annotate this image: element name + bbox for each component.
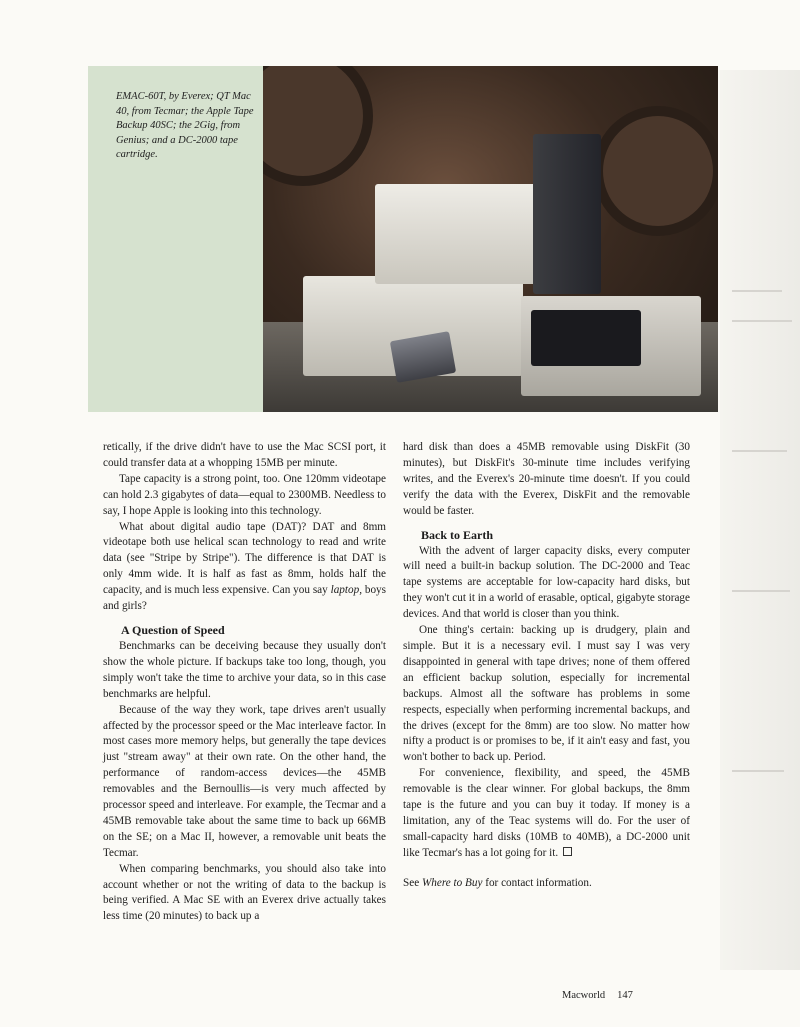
paragraph: hard disk than does a 45MB removable using DiskFit (30 minutes), but DiskFit's 30-minute time includes verifying writes, and the Everex's 20-minute time doesn't. If you could verify the data with the Everex, DiskFit and the removable would be faster. [403,441,690,517]
tape-reel-shape [263,66,373,186]
paragraph: For convenience, flexibility, and speed, the 45MB removable is the clear winner. For global backups, the 8mm tape is the future and you can buy it today. If money is a limitation, any of the Teac systems will do. For the user of small-capacity hard disks (10MB to 40MB), a DC-2000 unit like Tecmar's has a lot going for it. [403,767,690,859]
magazine-name: Macworld [562,990,606,1001]
adjacent-page-bleed [720,70,800,970]
paragraph: Tape capacity is a strong point, too. One 120mm videotape can hold 2.3 gigabytes of data—equal to 2300MB. Needless to say, I hope Apple is looking into this technology. [103,472,386,517]
paragraph: retically, if the drive didn't have to use the Mac SCSI port, it could transfer data at a whopping 15MB per minute. [103,441,386,469]
section-heading: Back to Earth [421,527,493,542]
tape-reel-shape [593,106,718,236]
column-right [403,440,690,892]
paragraph: Benchmarks can be deceiving because they usually don't show the whole picture. If backups take too long, though, you simply won't take the time to archive your data, so in this case benchmarks are helpful. [103,639,386,700]
genius-drive-panel-shape [531,310,641,366]
photo-caption: EMAC-60T, by Everex; QT Mac 40, from Tecmar; the Apple Tape Backup 40SC; the 2Gig, from Genius; and a DC-2000 tape cartridge. [116,91,254,160]
page-footer [562,990,633,1001]
paragraph: See Where to Buy for contact information. [403,876,592,889]
emphasis: laptop, [330,584,362,597]
tecmar-drive-shape [533,134,601,294]
column-left [103,440,386,925]
paragraph: Because of the way they work, tape drives aren't usually affected by the processor speed or the Mac interleave factor. In most cases more memory helps, but generally the tape devices just "stream away" at their own rate. On the other hand, the performance of random-access devices—the 45MB removables and the Bernoullis—is very much affected by processor speed and interleave. For example, the Tecmar and a 45MB removable take about the same time to back up 66MB on the SE; on a Mac II, however, a removable unit beats the Tecmar. [103,703,386,859]
paragraph: What about digital audio tape (DAT)? DAT and 8mm videotape both use helical scan technology to read and write data (see "Stripe by Stripe"). The difference is that DAT is only 4mm wide. It is half as fast as 8mm, holds half the capacity, and is much less expensive. Can you say laptop, boys and girls? [103,520,386,613]
paragraph: With the advent of larger capacity disks, every computer will need a built-in backup solution. The DC-2000 and Teac tape systems are acceptable for low-capacity hard disks, but they won't cut it in a world of erasable, optical, gigabyte storage devices. And that world is closer than you think. [403,544,690,621]
section-heading: A Question of Speed [121,622,225,637]
emphasis: Where to Buy [421,876,483,889]
paragraph: One thing's certain: backing up is drudgery, plain and simple. But it is a necessary evil. I must say I was very disappointed in general with tape drives; none of them offered an efficient backup solution, especially for incremental backups. Almost all the software has problems in some respects, especially when performing incremental backups, and the drives (except for the 8mm) are too slow. No matter how nifty a product is or promises to be, if it ain't easy and fast, you won't bother to back up. Period. [403,624,690,764]
page-number: 147 [617,990,633,1001]
paragraph: When comparing benchmarks, you should also take into account whether or not the writing of data to the backup is being verified. A Mac SE with an Everex drive actually takes less time (20 minutes) to back up a [103,862,386,923]
end-of-article-mark [563,847,572,856]
everex-drive-shape [375,184,545,284]
product-photo [263,66,718,412]
